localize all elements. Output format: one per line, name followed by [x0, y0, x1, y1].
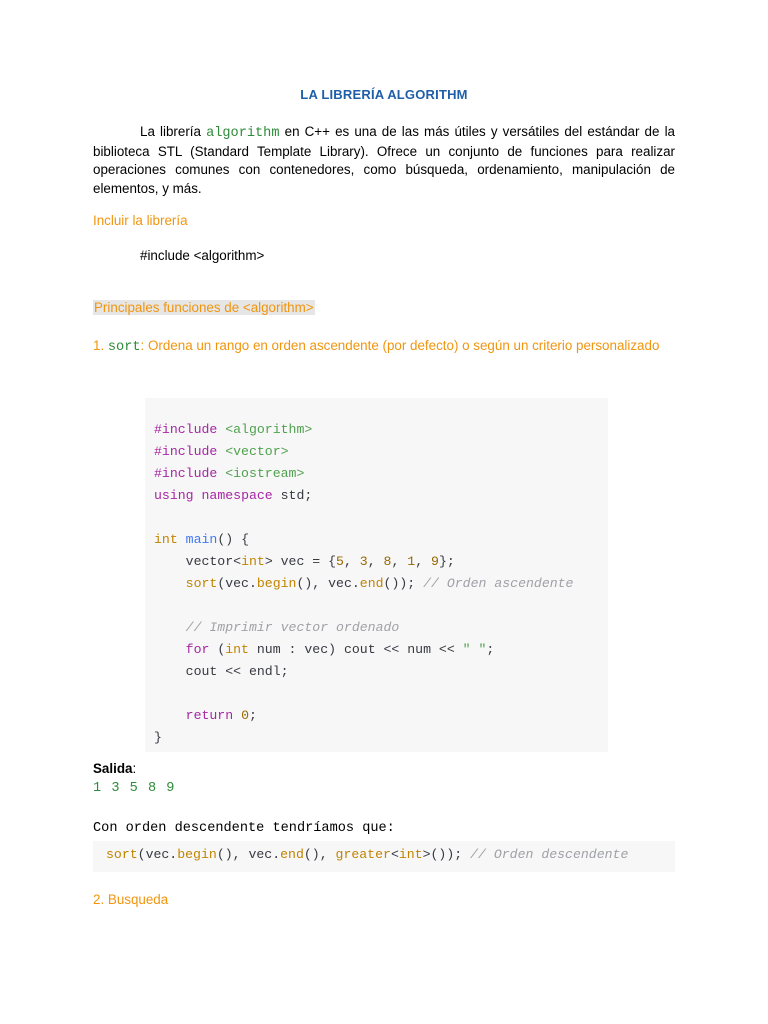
code-line: return 0; [185, 708, 257, 723]
code-line: #include <vector> [154, 444, 289, 459]
output-label-row [93, 761, 136, 776]
descending-text: Con orden descendente tendríamos que: [93, 821, 395, 836]
include-statement: #include <algorithm> [140, 248, 265, 263]
code-lines [154, 419, 573, 749]
heading-main-functions [93, 300, 315, 315]
code-line: int main() { [154, 532, 249, 547]
heading-search: 2. Busqueda [93, 892, 169, 907]
code-line: for (int num : vec) cout << num << " "; [185, 642, 495, 657]
descending-code: sort(vec.begin(), vec.end(), greater<int>()); // Orden descendente [106, 847, 629, 862]
sort-description: : Ordena un rango en orden ascendente (por defecto) o según un criterio personalizado [140, 338, 660, 353]
intro-text-after: en C++ es una de las más útiles y versátiles del estándar de la biblioteca STL (Standard Template Library). Ofrece un conjunto de funciones para realizar operaciones comunes con contenedores, como búsqueda, ordenamiento, manipulación de elementos, y más. [93, 124, 675, 196]
sort-name: sort [107, 340, 141, 355]
intro-paragraph [93, 123, 675, 198]
code-line: } [154, 730, 162, 745]
code-line [154, 683, 573, 705]
code-line: using namespace std; [154, 488, 313, 503]
heading-include: Incluir la librería [93, 213, 188, 228]
output-label: Salida [93, 761, 133, 776]
sort-number: 1. [93, 338, 108, 353]
code-line: #include <iostream> [154, 466, 305, 481]
intro-text-before: La librería [140, 124, 207, 139]
code-line: sort(vec.begin(), vec.end()); // Orden ascendente [185, 576, 574, 591]
code-line: cout << endl; [154, 664, 289, 679]
code-line: vector<int> vec = {5, 3, 8, 1, 9}; [154, 554, 455, 569]
heading-main-functions-text: Principales funciones de <algorithm> [94, 300, 314, 315]
code-line [154, 507, 573, 529]
output-values: 1 3 5 8 9 [93, 781, 176, 796]
intro-inline-code: algorithm [206, 126, 280, 141]
page-title: LA LIBRERÍA ALGORITHM [300, 87, 468, 102]
heading-sort [93, 337, 675, 357]
code-line: #include <algorithm> [154, 422, 313, 437]
code-line: // Imprimir vector ordenado [185, 620, 400, 635]
output-colon: : [132, 761, 137, 776]
code-line [154, 595, 573, 617]
